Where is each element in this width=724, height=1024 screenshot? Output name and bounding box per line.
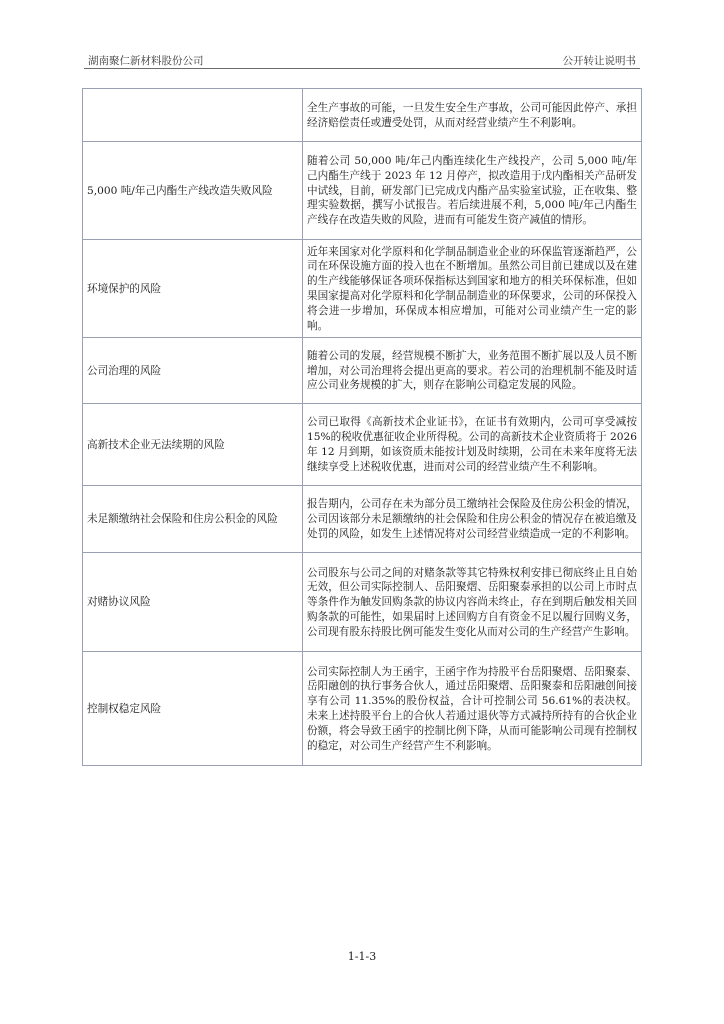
table-row xyxy=(83,89,642,142)
risk-description-cell: 随着公司的发展，经营规模不断扩大，业务范围不断扩展以及人员不断增加，对公司治理将会提出更高的要求。若公司的治理机制不能及时适应公司业务规模的扩大，则存在影响公司稳定发展的风险。 xyxy=(303,338,642,404)
risk-table xyxy=(82,88,642,766)
page-header xyxy=(84,48,640,69)
risk-description-cell: 随着公司 50,000 吨/年己内酯连续化生产线投产，公司 5,000 吨/年己内酯生产线于 2023 年 12 月停产，拟改造用于戊内酯相关产品研发中试线，目前，研发部门已完成戊内酯产品实验室试验，正在收集、整理实验数据，撰写小试报告。若后续进展不利，5,000 吨/年己内酯生产线存在改造失败的风险，进而有可能发生资产减值的情形。 xyxy=(303,142,642,240)
risk-name-cell: 环境保护的风险 xyxy=(83,240,303,338)
table-row xyxy=(83,404,642,486)
risk-name-cell: 高新技术企业无法续期的风险 xyxy=(83,404,303,486)
table-row xyxy=(83,142,642,240)
table-row xyxy=(83,652,642,766)
table-row xyxy=(83,486,642,553)
table-row xyxy=(83,240,642,338)
page-number: 1-1-3 xyxy=(347,950,377,963)
risk-description-cell: 公司已取得《高新技术企业证书》，在证书有效期内，公司可享受减按 15%的税收优惠征收企业所得税。公司的高新技术企业资质将于 2026 年 12 月到期，如该资质未能按计划及时续期，公司在未来年度将无法继续享受上述税收优惠，进而对公司的经营业绩产生不利影响。 xyxy=(303,404,642,486)
table-row xyxy=(83,553,642,652)
risk-description-cell: 报告期内，公司存在未为部分员工缴纳社会保险及住房公积金的情况，公司因该部分未足额缴纳的社会保险和住房公积金的情况存在被追缴及处罚的风险，如发生上述情况将对公司经营业绩造成一定的不利影响。 xyxy=(303,486,642,553)
risk-name-cell: 公司治理的风险 xyxy=(83,338,303,404)
risk-description-cell: 全生产事故的可能，一旦发生安全生产事故，公司可能因此停产、承担经济赔偿责任或遭受处罚，从而对经营业绩产生不利影响。 xyxy=(303,89,642,142)
risk-description-cell: 公司实际控制人为王函宇，王函宇作为持股平台岳阳聚熠、岳阳聚泰、岳阳融创的执行事务合伙人，通过岳阳聚熠、岳阳聚泰和岳阳融创间接享有公司 11.35%的股份权益，合计可控制公司 56.61%的表决权。未来上述持股平台上的合伙人若通过退伙等方式减持所持有的合伙企业份额，将会导致王函宇的控制比例下降，从而可能影响公司现有控制权的稳定，对公司生产经营产生不利影响。 xyxy=(303,652,642,766)
risk-name-cell: 控制权稳定风险 xyxy=(83,652,303,766)
risk-name-cell: 未足额缴纳社会保险和住房公积金的风险 xyxy=(83,486,303,553)
risk-name-cell: 5,000 吨/年己内酯生产线改造失败风险 xyxy=(83,142,303,240)
risk-name-cell: 对赌协议风险 xyxy=(83,553,303,652)
table-row xyxy=(83,338,642,404)
header-document-title: 公开转让说明书 xyxy=(562,55,636,67)
header-company-name: 湖南聚仁新材料股份公司 xyxy=(88,55,204,67)
risk-description-cell: 近年来国家对化学原料和化学制品制造业企业的环保监管逐渐趋严，公司在环保设施方面的投入也在不断增加。虽然公司目前已建成以及在建的生产线能够保证各项环保指标达到国家和地方的相关环保标准，但如果国家提高对化学原料和化学制品制造业的环保要求，公司的环保投入将会进一步增加，环保成本相应增加，可能对公司业绩产生一定的影响。 xyxy=(303,240,642,338)
risk-name-cell xyxy=(83,89,303,142)
risk-description-cell: 公司股东与公司之间的对赌条款等其它特殊权利安排已彻底终止且自始无效，但公司实际控制人、岳阳聚熠、岳阳聚泰承担的以公司上市时点等条件作为触发回购条款的协议内容尚未终止，存在到期后触发相关回购条款的可能性，如果届时上述回购方自有资金不足以履行回购义务，公司现有股东持股比例可能发生变化从而对公司的生产经营产生影响。 xyxy=(303,553,642,652)
